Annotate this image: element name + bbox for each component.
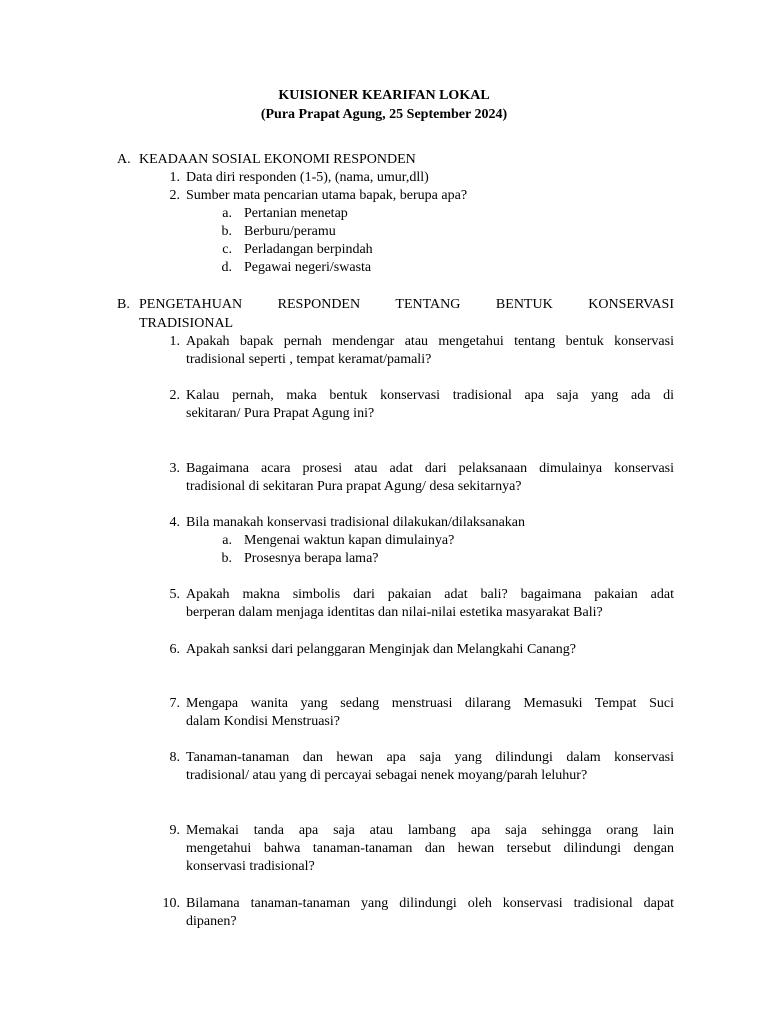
question-line: Bilamana tanaman-tanaman yang dilindungi oleh konservasi tradisional dapat <box>186 896 674 911</box>
option-letter: d. <box>221 260 232 275</box>
question-line: dipanen? <box>186 914 237 929</box>
question-text <box>186 749 674 785</box>
document-title: KUISIONER KEARIFAN LOKAL <box>278 88 490 103</box>
section-a-item-number: 2. <box>169 188 180 203</box>
question-line: Kalau pernah, maka bentuk konservasi tradisional apa saja yang ada di <box>186 388 674 403</box>
option-text: Prosesnya berapa lama? <box>244 551 379 566</box>
option-letter: c. <box>222 242 232 257</box>
question-line: Apakah bapak pernah mendengar atau mengetahui tentang bentuk konservasi <box>186 334 674 349</box>
option-text: Mengenai waktun kapan dimulainya? <box>244 533 455 548</box>
question-text <box>186 333 674 369</box>
question-number: 3. <box>169 461 180 476</box>
question-line: tradisional seperti , tempat keramat/pamali? <box>186 352 432 367</box>
section-b-heading-line1: PENGETAHUAN RESPONDEN TENTANG BENTUK KONSERVASI <box>139 297 674 312</box>
question-text <box>186 586 674 622</box>
question-number: 5. <box>169 587 180 602</box>
section-b-letter: B. <box>117 297 130 312</box>
section-a-letter: A. <box>117 152 131 167</box>
option-letter: b. <box>221 551 232 566</box>
question-line: mengetahui bahwa tanaman-tanaman dan hewan tersebut dilindungi dengan <box>186 841 674 856</box>
question-number: 1. <box>169 334 180 349</box>
option-text: Perladangan berpindah <box>244 242 373 257</box>
question-number: 8. <box>169 750 180 765</box>
question-text <box>186 387 674 423</box>
question-line: Apakah makna simbolis dari pakaian adat bali? bagaimana pakaian adat <box>186 587 674 602</box>
question-number: 2. <box>169 388 180 403</box>
option-letter: b. <box>221 224 232 239</box>
option-letter: a. <box>222 206 232 221</box>
question-line: Memakai tanda apa saja atau lambang apa saja sehingga orang lain <box>186 823 674 838</box>
section-a-item-text: Sumber mata pencarian utama bapak, berupa apa? <box>186 188 468 203</box>
section-a-item-number: 1. <box>169 170 180 185</box>
option-letter: a. <box>222 533 232 548</box>
question-line: berperan dalam menjaga identitas dan nilai-nilai estetika masyarakat Bali? <box>186 605 603 620</box>
question-line: dalam Kondisi Menstruasi? <box>186 714 340 729</box>
question-line: tradisional di sekitaran Pura prapat Agung/ desa sekitarnya? <box>186 479 522 494</box>
document-subtitle: (Pura Prapat Agung, 25 September 2024) <box>260 107 508 122</box>
question-line: tradisional/ atau yang di percayai sebagai nenek moyang/parah leluhur? <box>186 768 588 783</box>
option-text: Pertanian menetap <box>244 206 348 221</box>
question-line: sekitaran/ Pura Prapat Agung ini? <box>186 406 375 421</box>
question-line: Tanaman-tanaman dan hewan apa saja yang dilindungi dalam konservasi <box>186 750 674 765</box>
question-number: 4. <box>169 515 180 530</box>
question-text <box>186 895 674 931</box>
question-text: Apakah sanksi dari pelanggaran Menginjak dan Melangkahi Canang? <box>186 642 576 657</box>
question-number: 9. <box>169 823 180 838</box>
section-a-heading: KEADAAN SOSIAL EKONOMI RESPONDEN <box>139 152 416 167</box>
question-number: 7. <box>169 696 180 711</box>
question-text <box>186 822 674 876</box>
question-line: Mengapa wanita yang sedang menstruasi dilarang Memasuki Tempat Suci <box>186 696 674 711</box>
option-text: Berburu/peramu <box>244 224 336 239</box>
section-a-item-text: Data diri responden (1-5), (nama, umur,dll) <box>186 170 429 185</box>
question-text <box>186 695 674 731</box>
question-number: 6. <box>169 642 180 657</box>
question-text: Bila manakah konservasi tradisional dilakukan/dilaksanakan <box>186 515 526 530</box>
option-text: Pegawai negeri/swasta <box>244 260 372 275</box>
question-line: konservasi tradisional? <box>186 859 315 874</box>
question-number: 10. <box>162 896 180 911</box>
question-text <box>186 460 674 496</box>
section-b-heading-line2: TRADISIONAL <box>139 316 234 331</box>
question-line: Bagaimana acara prosesi atau adat dari pelaksanaan dimulainya konservasi <box>186 461 674 476</box>
